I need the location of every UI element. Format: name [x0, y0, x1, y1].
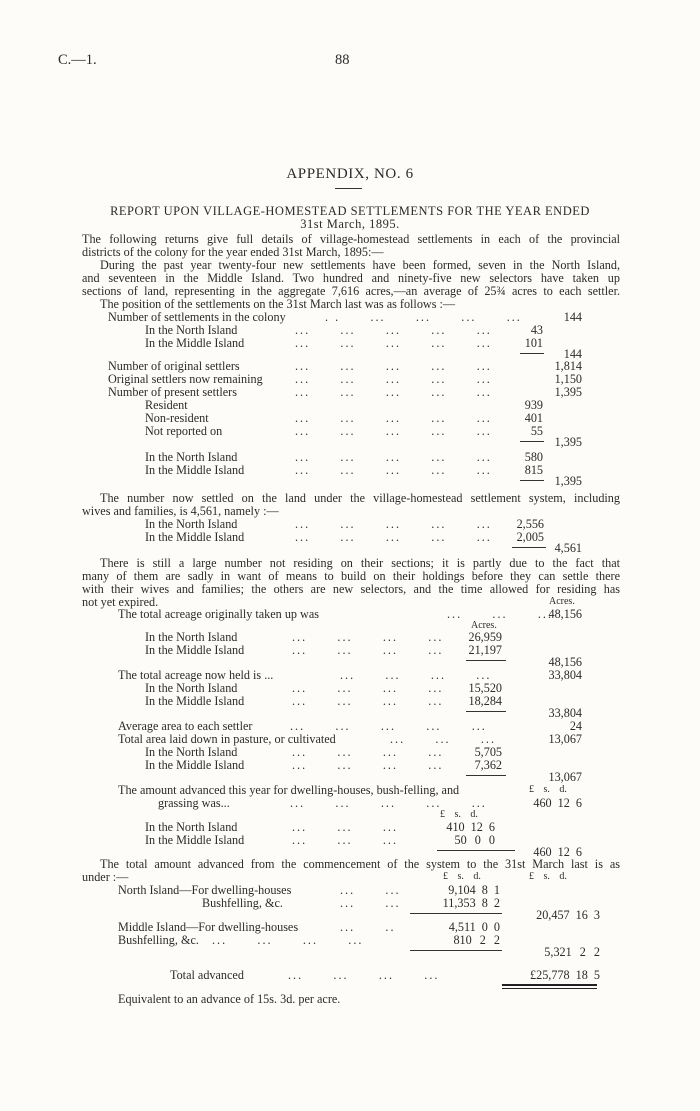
north-bush: 11,353 8 2: [442, 896, 500, 910]
average-area-label: Average area to each settler: [118, 719, 253, 733]
leader-dots: ... ... ... ...: [340, 668, 492, 682]
sum-rule: [410, 950, 502, 951]
intro-line-1: The following returns give full details of village-homestead settlements in each of the provincial: [82, 232, 620, 246]
population-north: 2,556: [516, 517, 544, 531]
leader-dots: ... ... ... ... ...: [295, 385, 492, 399]
held-acreage-sum: 33,804: [548, 706, 582, 720]
settlements-middle-label: In the Middle Island: [145, 336, 245, 350]
settlers-total: 1,395: [554, 474, 582, 488]
not-reported: 55: [530, 424, 543, 438]
orig-acreage-sum: 48,156: [548, 655, 582, 669]
leader-dots: ... ... ...: [292, 833, 398, 847]
orig-middle: 21,197: [468, 643, 502, 657]
original-settlers: 1,814: [554, 359, 582, 373]
orig-north: 26,959: [468, 630, 502, 644]
sum-rule: [520, 353, 544, 354]
held-north-label: In the North Island: [145, 681, 238, 695]
leader-dots: ... ... ... ... ...: [295, 530, 492, 544]
total-advanced: £25,778 18 5: [530, 968, 600, 982]
north-bush-label: Bushfelling, &c.: [202, 896, 283, 910]
middle-bush-label: Bushfelling, &c.: [118, 933, 199, 947]
held-north: 15,520: [468, 681, 502, 695]
lsd-header: £ s. d.: [440, 809, 478, 820]
leader-dots: ... ... ... ... ...: [295, 450, 492, 464]
settlements-sum: 144: [563, 347, 582, 361]
nonresident-label: Non-resident: [145, 411, 209, 425]
population-total: 4,561: [554, 541, 582, 555]
population-line-2: wives and families, is 4,561, namely :—: [82, 504, 279, 518]
leader-dots: ... ...: [340, 896, 401, 910]
lsd-header: £ s. d.: [529, 784, 567, 795]
double-rule: [502, 984, 597, 986]
leader-dots: ... ..: [340, 920, 396, 934]
population-line-1: The number now settled on the land under the village-homestead settlement system, including: [100, 491, 620, 505]
intro-line-6: The position of the settlements on the 31st March last was as follows :—: [100, 297, 456, 311]
leader-dots: ... ... ... ...: [292, 630, 444, 644]
not-reported-label: Not reported on: [145, 424, 223, 438]
lsd-header: £ s. d.: [443, 871, 481, 882]
report-title: REPORT UPON VILLAGE-HOMESTEAD SETTLEMENTS FOR THE YEAR ENDED: [110, 204, 590, 218]
advance-middle: 50 0 0: [454, 833, 495, 847]
settlers-middle-label: In the Middle Island: [145, 463, 245, 477]
sum-rule: [520, 441, 544, 442]
settlements-total: 144: [563, 310, 582, 324]
settlers-middle: 815: [524, 463, 543, 477]
middle-sum: 5,321 2 2: [544, 945, 600, 959]
leader-dots: ... ... ... ... ...: [295, 336, 492, 350]
remaining-settlers-label: Original settlers now remaining: [108, 372, 263, 386]
orig-acreage-label: The total acreage originally taken up was: [118, 607, 320, 621]
leader-dots: ... ... ... ... ...: [295, 323, 492, 337]
resident: 939: [524, 398, 543, 412]
held-middle: 18,284: [468, 694, 502, 708]
present-settlers: 1,395: [554, 385, 582, 399]
leader-dots: ... ... ... ... ...: [290, 796, 487, 810]
intro-line-5: sections of land, representing in the aggregate 7,616 acres,—an average of 25¾ acres to each settler.: [82, 284, 620, 298]
total-advanced-label: Total advanced: [170, 968, 244, 982]
leader-dots: ... ... ... ... ...: [295, 463, 492, 477]
residency-line-4: not yet expired.: [82, 595, 159, 609]
sum-rule: [512, 547, 546, 548]
orig-north-label: In the North Island: [145, 630, 238, 644]
residency-line-1: There is still a large number not residing on their sections; it is partly due to the fact that: [100, 556, 620, 570]
equivalent-advance: Equivalent to an advance of 15s. 3d. per acre.: [118, 992, 341, 1006]
leader-dots: ... ... ...: [447, 607, 553, 621]
leader-dots: ... ... ...: [390, 732, 496, 746]
title-rule: [335, 188, 362, 189]
intro-line-2: districts of the colony for the year ended 31st March, 1895:—: [82, 245, 384, 259]
leader-dots: ... ... ... ... ...: [290, 719, 487, 733]
north-sum: 20,457 16 3: [536, 908, 600, 922]
intro-line-3: During the past year twenty-four new settlements have been formed, seven in the North Island,: [100, 258, 620, 272]
advance-year-total: 460 12 6: [533, 796, 582, 810]
residency-line-2: many of them are sadly in want of means to build on their holdings before they can settle there: [82, 569, 620, 583]
leader-dots: ... ...: [340, 883, 401, 897]
advance-year-line-2: grassing was...: [158, 796, 230, 810]
advance-middle-label: In the Middle Island: [145, 833, 245, 847]
page-number: 88: [335, 52, 350, 68]
resident-label: Resident: [145, 398, 188, 412]
sum-rule: [466, 660, 506, 661]
leader-dots: ... ... ... ...: [292, 758, 444, 772]
settlers-north-label: In the North Island: [145, 450, 238, 464]
leader-dots: ... ... ...: [292, 820, 398, 834]
settlers-subtotal: 1,395: [554, 435, 582, 449]
present-settlers-label: Number of present settlers: [108, 385, 237, 399]
report-title-date: 31st March, 1895.: [300, 217, 400, 231]
remaining-settlers: 1,150: [554, 372, 582, 386]
leader-dots: ... ... ... ... ...: [295, 359, 492, 373]
north-dwelling-label: North Island—For dwelling-houses: [118, 883, 292, 897]
pasture-label: Total area laid down in pasture, or cultivated: [118, 732, 336, 746]
appendix-title: APPENDIX, NO. 6: [286, 166, 414, 182]
acres-header: Acres.: [549, 596, 575, 607]
middle-dwelling-label: Middle Island—For dwelling-houses: [118, 920, 299, 934]
held-acreage-label: The total acreage now held is ...: [118, 668, 274, 682]
sum-rule: [466, 775, 506, 776]
settlements-north: 43: [530, 323, 543, 337]
leader-dots: ... ... ... ...: [288, 968, 440, 982]
held-middle-label: In the Middle Island: [145, 694, 245, 708]
pasture-north-label: In the North Island: [145, 745, 238, 759]
population-middle-label: In the Middle Island: [145, 530, 245, 544]
leader-dots: ... ... ... ... ...: [295, 411, 492, 425]
leader-dots: ... ... ... ... ...: [295, 517, 492, 531]
leader-dots: . . ... ... ... ...: [325, 310, 522, 324]
acres-header: Acres.: [471, 620, 497, 631]
advance-year-line-1: The amount advanced this year for dwelling-houses, bush-felling, and: [118, 783, 460, 797]
leader-dots: ... ... ... ...: [292, 681, 444, 695]
sum-rule: [410, 913, 502, 914]
settlements-label: Number of settlements in the colony: [108, 310, 286, 324]
sum-rule: [466, 711, 506, 712]
pasture-middle: 7,362: [474, 758, 502, 772]
sum-rule: [437, 850, 515, 851]
average-area: 24: [569, 719, 582, 733]
advance-north: 410 12 6: [446, 820, 495, 834]
pasture-north: 5,705: [474, 745, 502, 759]
population-north-label: In the North Island: [145, 517, 238, 531]
leader-dots: ... ... ... ...: [292, 643, 444, 657]
middle-dwelling: 4,511 0 0: [448, 920, 500, 934]
pasture-middle-label: In the Middle Island: [145, 758, 245, 772]
orig-middle-label: In the Middle Island: [145, 643, 245, 657]
population-middle: 2,005: [516, 530, 544, 544]
advance-year-sum: 460 12 6: [533, 845, 582, 859]
original-settlers-label: Number of original settlers: [108, 359, 240, 373]
held-acreage-total: 33,804: [548, 668, 582, 682]
north-dwelling: 9,104 8 1: [448, 883, 500, 897]
settlements-middle: 101: [524, 336, 543, 350]
leader-dots: ... ... ... ... ...: [295, 372, 492, 386]
middle-bush: 810 2 2: [453, 933, 500, 947]
double-rule: [502, 988, 597, 989]
pasture-sum: 13,067: [548, 770, 582, 784]
lsd-header: £ s. d.: [529, 871, 567, 882]
leader-dots: ... ... ... ... ...: [295, 424, 492, 438]
orig-acreage-total: 48,156: [548, 607, 582, 621]
nonresident: 401: [524, 411, 543, 425]
leader-dots: ... ... ... ...: [212, 933, 364, 947]
advance-total-line-2: under :—: [82, 870, 129, 884]
settlements-north-label: In the North Island: [145, 323, 238, 337]
intro-line-4: and seventeen in the Middle Island. Two hundred and ninety-five new selectors have taken up: [82, 271, 620, 285]
advance-total-line-1: The total amount advanced from the commencement of the system to the 31st March last is as: [100, 857, 620, 871]
advance-north-label: In the North Island: [145, 820, 238, 834]
document-reference: C.—1.: [58, 52, 97, 68]
leader-dots: ... ... ... ...: [292, 745, 444, 759]
settlers-north: 580: [524, 450, 543, 464]
residency-line-3: with their wives and families; the others are new selectors, and the time allowed for residing has: [82, 582, 620, 596]
leader-dots: ... ... ... ...: [292, 694, 444, 708]
pasture-total: 13,067: [548, 732, 582, 746]
sum-rule: [520, 480, 544, 481]
